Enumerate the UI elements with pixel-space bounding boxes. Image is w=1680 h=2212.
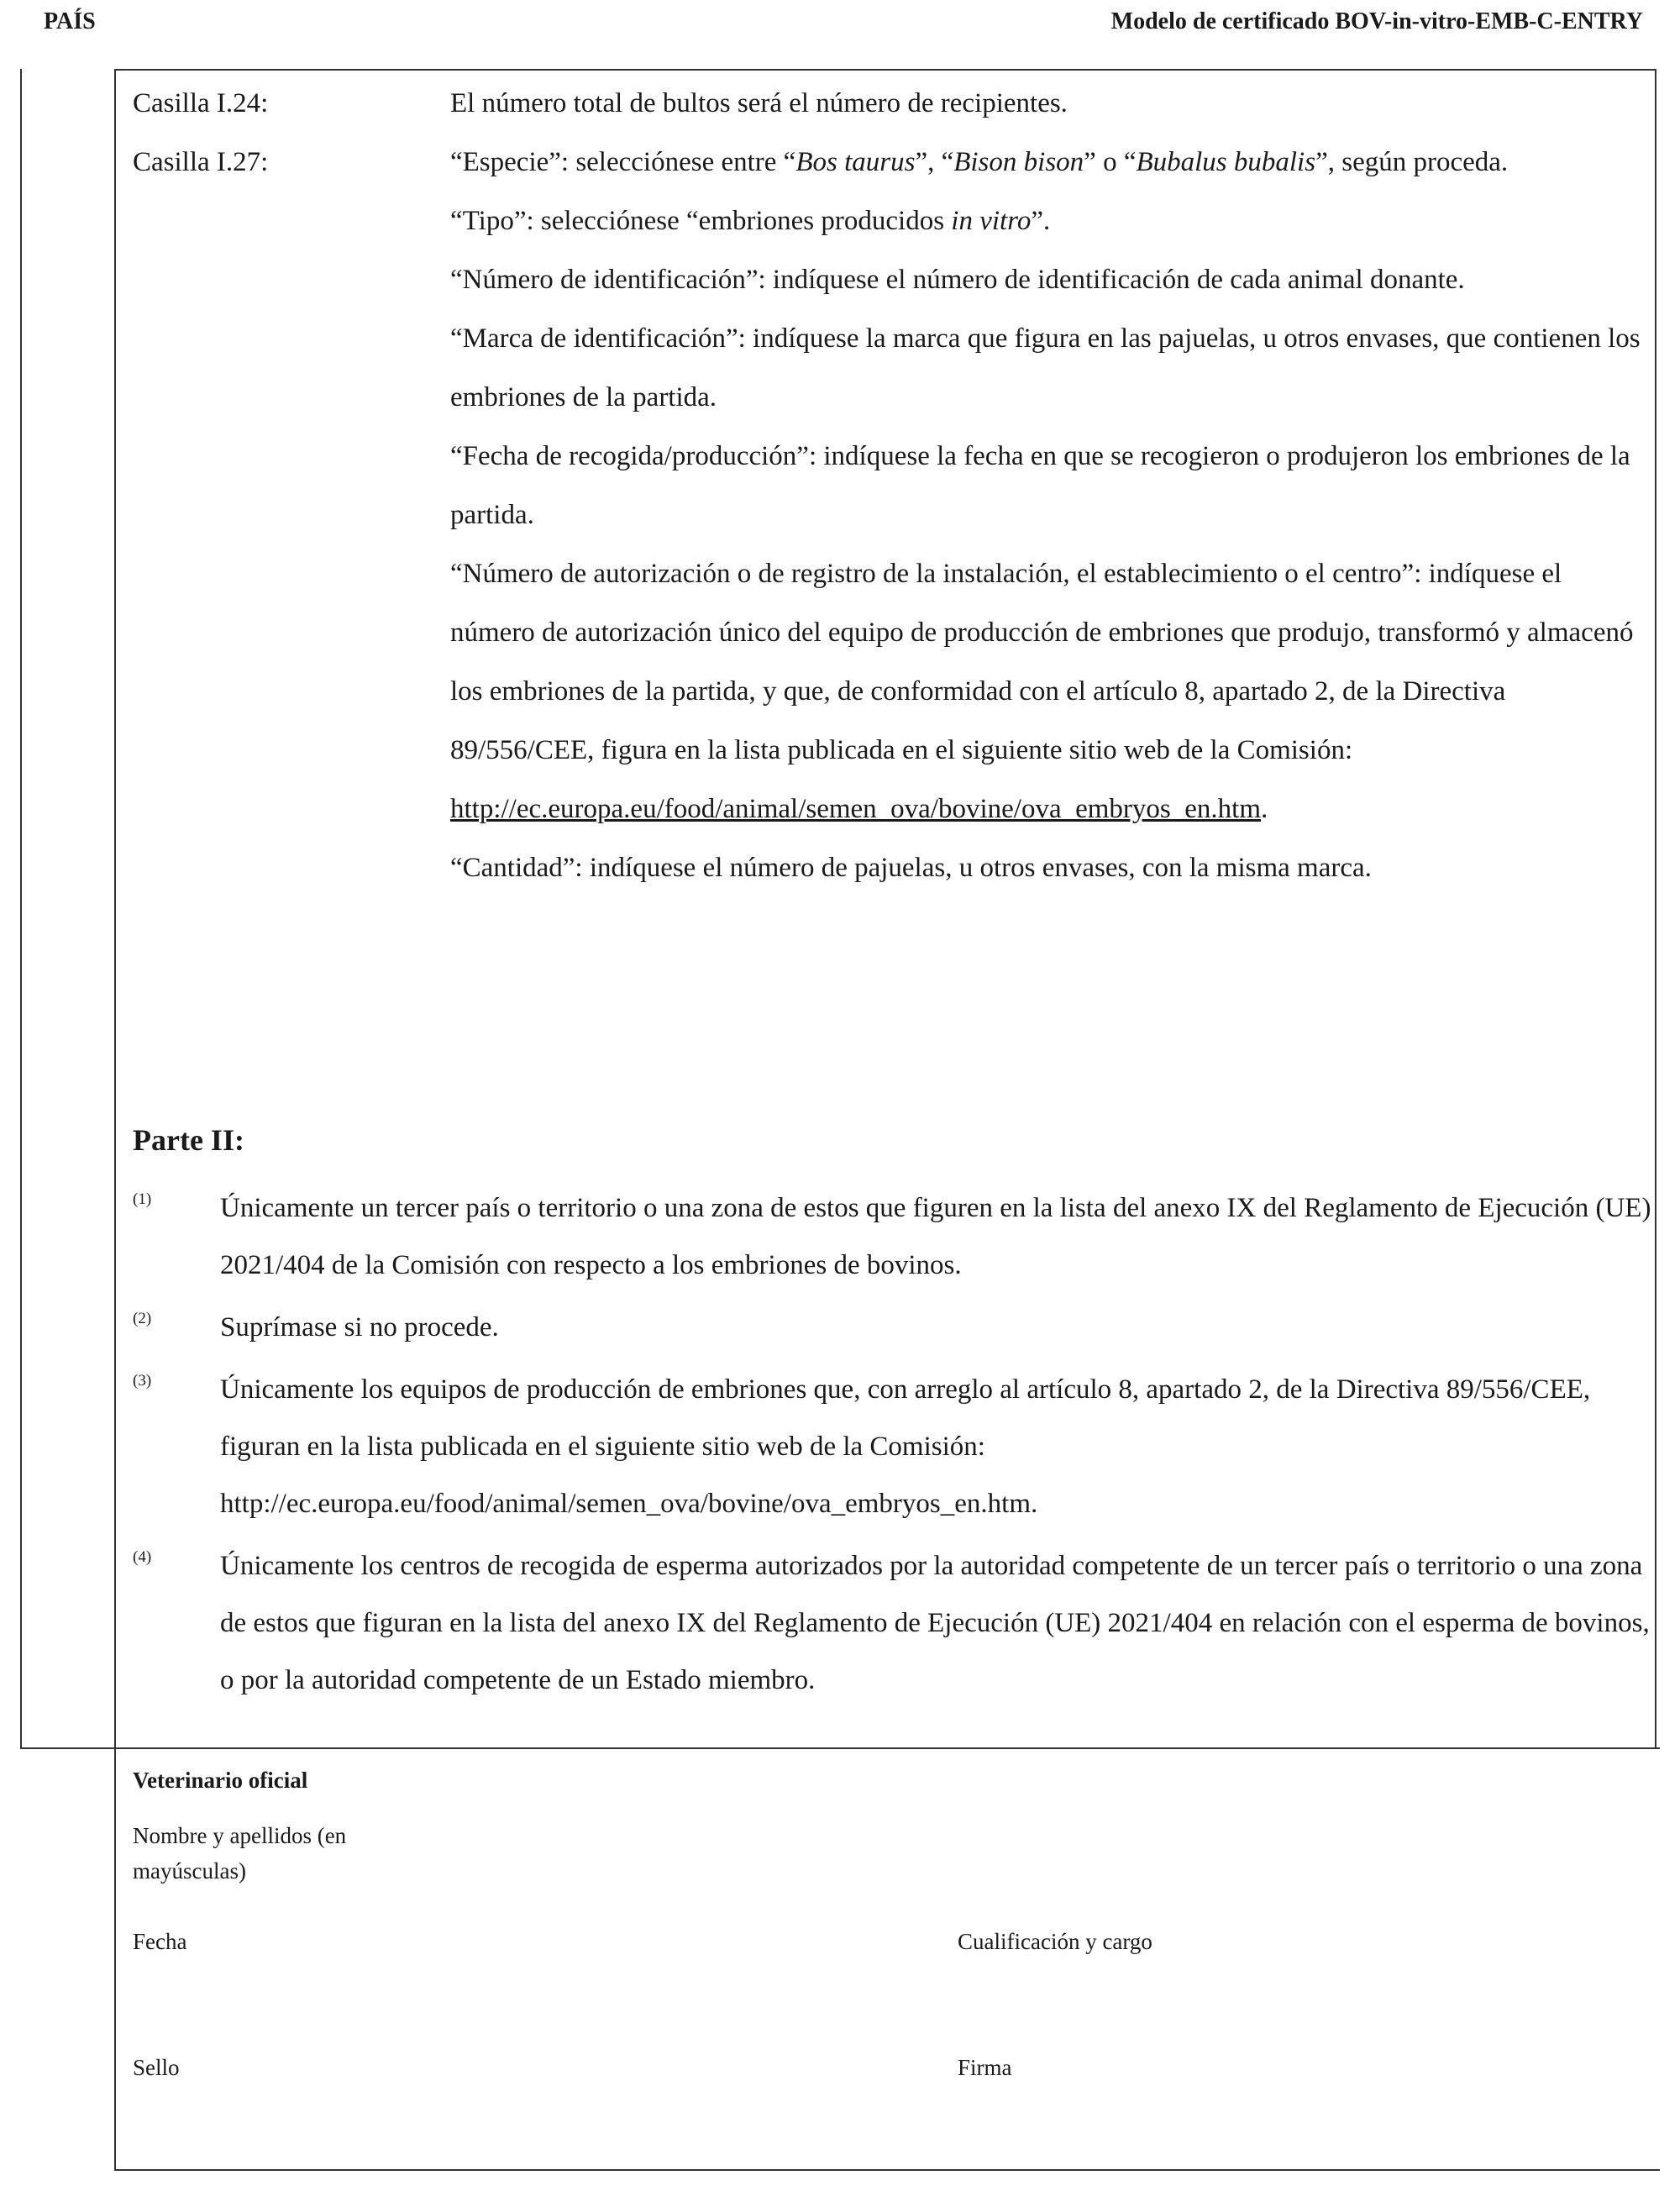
species-bubalus-bubalis: Bubalus bubalis	[1136, 147, 1316, 177]
text-run: ”, según proceda.	[1315, 147, 1509, 177]
name-label: Nombre y apellidos (en mayúsculas)	[133, 1823, 347, 1884]
date-label: Fecha	[133, 1929, 187, 1954]
numero-autorizacion-paragraph: “Número de autorización o de registro de la instalación, el establecimiento o el centro”: indíquese el número de autorización único del equipo de producción de embriones que produjo, transformó y almacenó los embriones de la partida, y que, de conformidad con el artículo 8, apartado 2, de la Directiva 89/556/CEE, figura en la lista publicada en el siguiente sitio web de la Comisión:	[450, 559, 1634, 765]
footnote	[133, 1537, 1653, 1709]
text-run: .	[1261, 794, 1268, 824]
text-run: ” o “	[1084, 147, 1137, 177]
marca-identificacion-paragraph: “Marca de identificación”: indíquese la marca que figura en las pajuelas, u otros envases, que contienen los embriones de la partida.	[450, 323, 1641, 412]
frame-right	[1655, 69, 1656, 1749]
numero-identificacion-paragraph: “Número de identificación”: indíquese el número de identificación de cada animal donante.	[450, 265, 1465, 295]
desc-paragraph: El número total de bultos será el número de recipientes.	[450, 88, 1068, 118]
footnote-text: Únicamente los equipos de producción de embriones que, con arreglo al artículo 8, apartado 2, de la Directiva 89/556/CEE, figuran en la lista publicada en el siguiente sitio web de la Comisión: http://ec.europa.eu/food/animal/semen_ova/bovine/ova_embryos_en.htm.	[220, 1374, 1591, 1519]
text-run: ”, “	[915, 147, 954, 177]
text-run: “Tipo”: selecciónese “embriones producidos	[450, 206, 952, 236]
casilla-desc-i24	[450, 74, 1643, 133]
official-vet-title: Veterinario oficial	[133, 1768, 308, 1793]
stamp-label: Sello	[133, 2055, 180, 2080]
tipo-paragraph	[450, 192, 1643, 250]
commission-url-link[interactable]: http://ec.europa.eu/food/animal/semen_ova/bovine/ova_embryos_en.htm	[450, 794, 1261, 824]
casilla-desc-i27	[450, 133, 1643, 897]
footnote	[133, 1361, 1653, 1532]
species-bos-taurus: Bos taurus	[795, 147, 916, 177]
footnote-text: Únicamente los centros de recogida de esperma autorizados por la autoridad competente de un tercer país o territorio o una zona de estos que figuran en la lista del anexo IX del Reglamento de Ejecución (UE) 2021/404 en relación con el esperma de bovinos, o por la autoridad competente de un Estado miembro.	[220, 1551, 1650, 1695]
qualification-label: Cualificación y cargo	[958, 1929, 1152, 1954]
footnote-text: Suprímase si no procede.	[220, 1312, 499, 1342]
parte-ii-notes	[133, 1180, 1653, 1714]
casilla-label-i24: Casilla I.24:	[133, 88, 269, 118]
footnote-number: (2)	[133, 1310, 152, 1327]
frame-inner-left	[114, 69, 116, 2171]
footnote-number: (3)	[133, 1372, 152, 1390]
url-paragraph	[450, 780, 1643, 838]
country-header: PAÍS	[44, 8, 96, 34]
footnote-text: Únicamente un tercer país o territorio o una zona de estos que figuren en la lista del anexo IX del Reglamento de Ejecución (UE) 2021/404 de la Comisión con respecto a los embriones de bovinos.	[220, 1193, 1651, 1280]
signature-label: Firma	[958, 2055, 1012, 2080]
footnote-number: (1)	[133, 1190, 152, 1208]
species-bison-bison: Bison bison	[953, 147, 1084, 177]
footnote	[133, 1299, 1653, 1356]
frame-divider	[20, 1747, 1660, 1749]
footnote	[133, 1180, 1653, 1294]
frame-bottom	[114, 2169, 1660, 2171]
especie-paragraph	[450, 133, 1643, 192]
text-run: ”.	[1031, 206, 1051, 236]
parte-ii-title: Parte II:	[133, 1123, 244, 1157]
frame-top	[114, 69, 1656, 71]
in-vitro-term: in vitro	[951, 206, 1032, 236]
cantidad-paragraph: “Cantidad”: indíquese el número de pajuelas, u otros envases, con la misma marca.	[450, 853, 1372, 883]
footnote-number: (4)	[133, 1548, 152, 1566]
text-run: “Especie”: selecciónese entre “	[450, 147, 796, 177]
fecha-recogida-paragraph: “Fecha de recogida/producción”: indíquese la fecha en que se recogieron o produjeron los embriones de la partida.	[450, 441, 1630, 530]
model-header: Modelo de certificado BOV-in-vitro-EMB-C-ENTRY	[1110, 8, 1643, 34]
frame-outer-left	[20, 69, 22, 1747]
casilla-label-i27: Casilla I.27:	[133, 147, 269, 177]
